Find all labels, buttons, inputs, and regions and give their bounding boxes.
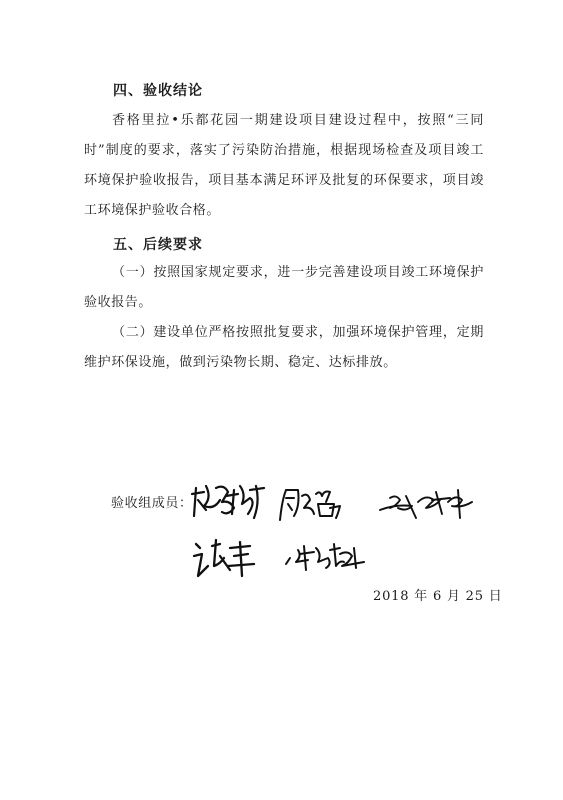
section-heading-conclusion: 四、验收结论 (113, 83, 203, 99)
signature-1 (190, 480, 268, 522)
section-heading-follow-up: 五、后续要求 (113, 237, 203, 253)
signature-4 (190, 536, 256, 580)
document-date: 2018 年 6 月 25 日 (373, 589, 503, 604)
conclusion-paragraph: 香格里拉•乐都花园一期建设项目建设过程中，按照“三同时”制度的要求，落实了污染防治措施，根据现场检查及项目竣工环境保护验收报告，项目基本满足环评及批复的环保要求，项目竣工环境保护验收合格。 (84, 113, 484, 218)
signature-2 (276, 486, 344, 524)
acceptance-team-label: 验收组成员： (111, 496, 193, 511)
follow-up-item-2: （二）建设单位严格按照批复要求，加强环境保护管理，定期维护环保设施，做到污染物长期、稳定、达标排放。 (84, 325, 484, 370)
follow-up-item-1: （一）按照国家规定要求，进一步完善建设项目竣工环境保护验收报告。 (84, 265, 484, 310)
signature-3 (376, 484, 476, 524)
signature-5 (282, 540, 368, 574)
